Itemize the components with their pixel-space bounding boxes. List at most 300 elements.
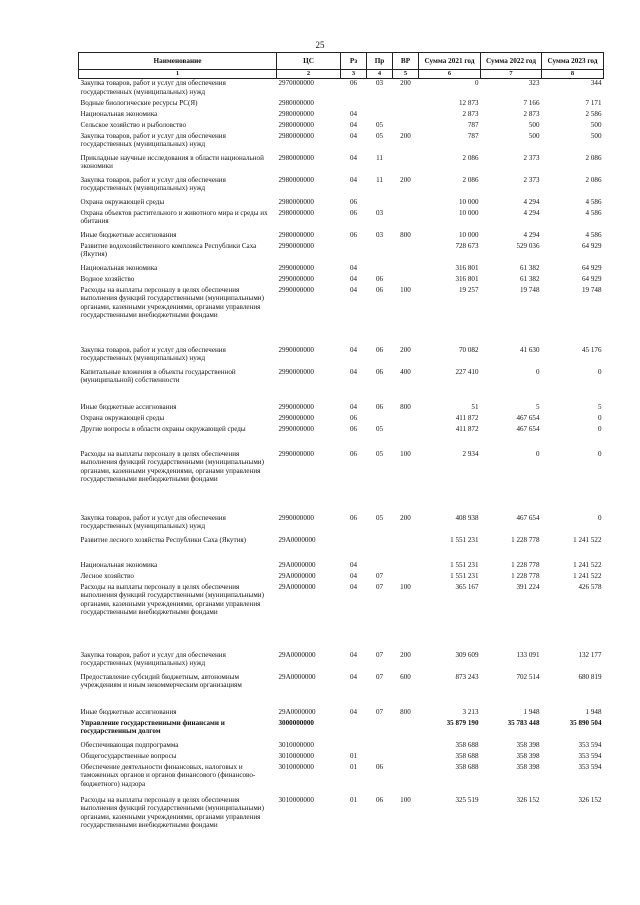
cell-cs: 2990000000 xyxy=(278,449,314,458)
table-row xyxy=(79,583,604,651)
cell-sum-2022: 467 654 xyxy=(516,513,540,522)
cell-name: Закупка товаров, работ и услуг для обеспечения государственных (муниципальных) нужд xyxy=(80,513,226,530)
cell-sum-2023: 500 xyxy=(590,131,602,140)
cell-pr: 05 xyxy=(375,424,384,433)
cell-pr: 07 xyxy=(375,707,384,716)
cell-name: Закупка товаров, работ и услуг для обеспечения государственных (муниципальных) нужд xyxy=(80,131,226,148)
cell-name: Расходы на выплаты персоналу в целях обеспечения выполнения функций государственными (муниципальными) органами, казенными учреждениями, органами управления государственными внебюджетными фондами xyxy=(80,285,264,319)
cell-sum-2023: 353 594 xyxy=(578,751,602,760)
table-row xyxy=(79,198,604,209)
cell-cs: 2990000000 xyxy=(278,263,314,272)
table-row xyxy=(79,572,604,583)
cell-cs: 3010000000 xyxy=(278,740,314,749)
cell-sum-2021: 3 213 xyxy=(462,707,479,716)
cell-pr: 06 xyxy=(375,367,384,376)
cell-sum-2022: 326 152 xyxy=(516,795,540,804)
cell-vr: 200 xyxy=(400,131,411,140)
cell-name: Расходы на выплаты персоналу в целях обеспечения выполнения функций государственными (муниципальными) органами, казенными учреждениями, органами управления государственными внебюджетными фондами xyxy=(80,449,264,483)
table-header xyxy=(79,53,604,79)
table-row xyxy=(79,741,604,752)
header-rz: Рз xyxy=(341,53,367,70)
cell-pr: 06 xyxy=(375,345,384,354)
cell-cs: 2980000000 xyxy=(278,230,314,239)
table-row xyxy=(79,414,604,425)
cell-sum-2022: 1 948 xyxy=(523,707,540,716)
cell-name: Закупка товаров, работ и услуг для обеспечения государственных (муниципальных) нужд xyxy=(80,175,226,192)
cell-name: Иные бюджетные ассигнования xyxy=(80,707,177,716)
column-number: 3 xyxy=(341,70,367,79)
cell-rz: 06 xyxy=(349,197,358,206)
cell-cs: 2990000000 xyxy=(278,367,314,376)
cell-vr xyxy=(393,425,419,450)
header-cs: ЦС xyxy=(277,53,341,70)
cell-cs: 2980000000 xyxy=(278,131,314,140)
header-vr: ВР xyxy=(393,53,419,70)
cell-sum-2021: 10 000 xyxy=(458,230,479,239)
header-pr: Пр xyxy=(367,53,393,70)
table-row xyxy=(79,450,604,514)
cell-sum-2022: 1 228 778 xyxy=(511,571,540,580)
cell-vr xyxy=(393,121,419,132)
table-body xyxy=(79,79,604,848)
cell-sum-2021: 35 879 190 xyxy=(446,718,479,727)
cell-rz: 04 xyxy=(349,274,358,283)
cell-rz: 04 xyxy=(349,345,358,354)
cell-vr: 600 xyxy=(400,672,411,681)
cell-pr xyxy=(367,99,393,110)
cell-rz xyxy=(341,99,367,110)
header-name: Наименование xyxy=(79,53,277,70)
cell-rz: 04 xyxy=(349,120,358,129)
cell-name: Закупка товаров, работ и услуг для обеспечения государственных (муниципальных) нужд xyxy=(80,79,226,96)
cell-name: Управление государственными финансами и государственным долгом xyxy=(80,718,225,735)
cell-rz: 06 xyxy=(349,413,358,422)
cell-sum-2022: 35 783 448 xyxy=(507,718,540,727)
cell-sum-2022: 61 382 xyxy=(519,274,540,283)
cell-sum-2021: 1 551 231 xyxy=(450,571,479,580)
cell-cs: 2990000000 xyxy=(278,513,314,522)
cell-sum-2023: 2 086 xyxy=(585,153,602,162)
cell-rz xyxy=(341,242,367,264)
cell-sum-2021: 19 257 xyxy=(458,285,479,294)
cell-cs: 2980000000 xyxy=(278,197,314,206)
cell-vr: 200 xyxy=(400,650,411,659)
cell-sum-2023: 500 xyxy=(590,120,602,129)
cell-name: Расходы на выплаты персоналу в целях обеспечения выполнения функций государственными (муниципальными) органами, казенными учреждениями, органами управления государственными внебюджетными фондами xyxy=(80,582,264,616)
cell-sum-2021: 408 938 xyxy=(455,513,479,522)
cell-name: Национальная экономика xyxy=(80,560,158,569)
cell-vr: 800 xyxy=(400,707,411,716)
cell-pr: 11 xyxy=(376,175,383,184)
cell-rz: 01 xyxy=(349,762,358,771)
cell-vr xyxy=(393,719,419,741)
cell-pr: 06 xyxy=(375,795,384,804)
cell-sum-2023: 1 948 xyxy=(585,707,602,716)
cell-cs: 2970000000 xyxy=(278,79,314,87)
cell-sum-2022: 500 xyxy=(528,131,540,140)
table-row xyxy=(79,719,604,741)
table-row xyxy=(79,99,604,110)
table-row xyxy=(79,752,604,763)
cell-name: Развитие водохозяйственного комплекса Республики Саха (Якутия) xyxy=(80,241,257,258)
cell-sum-2023: 4 586 xyxy=(585,230,602,239)
header-sum-2023: Сумма 2023 год xyxy=(542,53,604,70)
cell-rz: 01 xyxy=(349,751,358,760)
cell-cs: 2990000000 xyxy=(278,402,314,411)
table-row xyxy=(79,264,604,275)
cell-cs: 29А0000000 xyxy=(278,707,316,716)
table-row xyxy=(79,209,604,231)
cell-name: Лесное хозяйство xyxy=(80,571,134,580)
table-row xyxy=(79,286,604,346)
cell-sum-2023: 0 xyxy=(597,424,602,433)
cell-sum-2021: 0 xyxy=(474,79,479,87)
cell-sum-2021: 10 000 xyxy=(458,208,479,217)
cell-cs: 2990000000 xyxy=(278,285,314,294)
cell-sum-2023: 7 171 xyxy=(585,98,602,107)
cell-vr: 800 xyxy=(400,230,411,239)
cell-name: Общегосударственные вопросы xyxy=(80,751,177,760)
cell-sum-2021: 411 872 xyxy=(455,413,479,422)
cell-rz xyxy=(341,536,367,561)
cell-pr: 06 xyxy=(375,285,384,294)
cell-cs: 2980000000 xyxy=(278,208,314,217)
cell-sum-2022: 1 228 778 xyxy=(511,535,540,544)
cell-pr: 03 xyxy=(375,230,384,239)
cell-rz: 01 xyxy=(349,795,358,804)
table-row xyxy=(79,403,604,414)
cell-name: Охрана окружающей среды xyxy=(80,197,165,206)
cell-pr: 11 xyxy=(376,153,383,162)
cell-pr: 05 xyxy=(375,120,384,129)
cell-pr: 06 xyxy=(375,762,384,771)
cell-sum-2021: 873 243 xyxy=(455,672,479,681)
table-row xyxy=(79,110,604,121)
cell-sum-2021: 411 872 xyxy=(455,424,479,433)
cell-sum-2021: 70 082 xyxy=(458,345,479,354)
cell-pr: 03 xyxy=(375,208,384,217)
cell-pr xyxy=(367,414,393,425)
cell-vr: 100 xyxy=(400,795,411,804)
table-row xyxy=(79,275,604,286)
cell-sum-2023: 35 890 504 xyxy=(569,718,602,727)
cell-vr: 200 xyxy=(400,175,411,184)
cell-name: Национальная экономика xyxy=(80,109,158,118)
cell-sum-2022: 41 630 xyxy=(519,345,540,354)
cell-name: Закупка товаров, работ и услуг для обеспечения государственных (муниципальных) нужд xyxy=(80,345,226,362)
cell-sum-2023: 64 929 xyxy=(581,263,602,272)
cell-rz: 04 xyxy=(349,175,358,184)
cell-sum-2021: 2 086 xyxy=(462,175,479,184)
cell-cs: 2980000000 xyxy=(278,98,314,107)
cell-rz: 04 xyxy=(349,560,358,569)
cell-sum-2022: 391 224 xyxy=(516,582,540,591)
cell-sum-2021: 10 000 xyxy=(458,197,479,206)
cell-pr: 07 xyxy=(375,582,384,591)
cell-sum-2023: 0 xyxy=(597,367,602,376)
table-row xyxy=(79,121,604,132)
cell-vr xyxy=(393,110,419,121)
cell-rz: 06 xyxy=(349,513,358,522)
cell-sum-2022: 500 xyxy=(528,120,540,129)
cell-sum-2023: 353 594 xyxy=(578,740,602,749)
cell-vr xyxy=(393,99,419,110)
cell-sum-2023: 2 586 xyxy=(585,109,602,118)
column-number: 2 xyxy=(277,70,341,79)
cell-sum-2022: 19 748 xyxy=(519,285,540,294)
table-row xyxy=(79,708,604,719)
cell-sum-2022: 467 654 xyxy=(516,424,540,433)
table-row xyxy=(79,514,604,536)
cell-sum-2022: 702 514 xyxy=(516,672,540,681)
table-row xyxy=(79,176,604,198)
cell-name: Развитие лесного хозяйства Республики Саха (Якутия) xyxy=(80,535,247,544)
cell-name: Водные биологические ресурсы РС(Я) xyxy=(80,98,198,107)
cell-rz: 04 xyxy=(349,367,358,376)
cell-sum-2021: 1 551 231 xyxy=(450,560,479,569)
cell-vr xyxy=(393,763,419,796)
table-row xyxy=(79,561,604,572)
header-sum-2021: Сумма 2021 год xyxy=(419,53,481,70)
cell-vr xyxy=(393,154,419,176)
cell-rz: 06 xyxy=(349,79,358,87)
cell-sum-2021: 728 673 xyxy=(455,241,479,250)
cell-vr xyxy=(393,275,419,286)
cell-sum-2022: 4 294 xyxy=(523,197,540,206)
cell-name: Иные бюджетные ассигнования xyxy=(80,230,177,239)
column-number: 5 xyxy=(393,70,419,79)
cell-sum-2022: 5 xyxy=(535,402,540,411)
cell-cs: 3010000000 xyxy=(278,762,314,771)
cell-vr xyxy=(393,572,419,583)
cell-sum-2022: 467 654 xyxy=(516,413,540,422)
table-row xyxy=(79,536,604,561)
table-row xyxy=(79,154,604,176)
cell-cs: 2990000000 xyxy=(278,241,314,250)
cell-pr: 07 xyxy=(375,571,384,580)
cell-sum-2023: 0 xyxy=(597,513,602,522)
cell-rz: 04 xyxy=(349,285,358,294)
cell-vr xyxy=(393,209,419,231)
cell-sum-2023: 64 929 xyxy=(581,241,602,250)
cell-cs: 29А0000000 xyxy=(278,672,316,681)
cell-sum-2021: 2 934 xyxy=(462,449,479,458)
cell-pr xyxy=(367,719,393,741)
column-number: 4 xyxy=(367,70,393,79)
cell-vr xyxy=(393,264,419,275)
cell-sum-2021: 2 086 xyxy=(462,153,479,162)
cell-pr xyxy=(367,536,393,561)
table-row xyxy=(79,346,604,368)
cell-sum-2022: 358 398 xyxy=(516,762,540,771)
column-number: 8 xyxy=(542,70,604,79)
cell-sum-2022: 2 873 xyxy=(523,109,540,118)
cell-sum-2021: 316 801 xyxy=(455,263,479,272)
cell-rz: 06 xyxy=(349,424,358,433)
cell-vr: 200 xyxy=(400,345,411,354)
cell-name: Охрана объектов растительного и животного мира и среды их обитания xyxy=(80,208,268,225)
cell-pr xyxy=(367,242,393,264)
cell-cs: 29А0000000 xyxy=(278,560,316,569)
cell-cs: 2990000000 xyxy=(278,424,314,433)
cell-rz: 04 xyxy=(349,263,358,272)
cell-rz: 04 xyxy=(349,571,358,580)
cell-sum-2022: 529 036 xyxy=(516,241,540,250)
cell-pr: 06 xyxy=(375,274,384,283)
cell-cs: 2980000000 xyxy=(278,175,314,184)
cell-sum-2023: 0 xyxy=(597,413,602,422)
table-row xyxy=(79,79,604,99)
cell-sum-2021: 12 873 xyxy=(458,98,479,107)
cell-pr xyxy=(367,752,393,763)
table-row xyxy=(79,231,604,242)
cell-sum-2021: 51 xyxy=(471,402,479,411)
cell-name: Обеспечение деятельности финансовых, налоговых и таможенных органов и органов финансового (финансово-бюджетного) надзора xyxy=(80,762,256,788)
cell-vr: 200 xyxy=(400,79,411,87)
cell-name: Иные бюджетные ассигнования xyxy=(80,402,177,411)
cell-sum-2022: 0 xyxy=(535,367,540,376)
cell-pr: 07 xyxy=(375,650,384,659)
cell-rz xyxy=(341,719,367,741)
cell-vr: 800 xyxy=(400,402,411,411)
cell-pr: 07 xyxy=(375,672,384,681)
cell-rz: 04 xyxy=(349,153,358,162)
cell-sum-2023: 426 578 xyxy=(578,582,602,591)
table-row xyxy=(79,651,604,673)
cell-sum-2021: 358 688 xyxy=(455,740,479,749)
cell-sum-2023: 45 176 xyxy=(581,345,602,354)
cell-pr xyxy=(367,561,393,572)
table-row xyxy=(79,763,604,796)
cell-name: Национальная экономика xyxy=(80,263,158,272)
cell-sum-2022: 4 294 xyxy=(523,208,540,217)
cell-pr: 05 xyxy=(375,131,384,140)
cell-pr xyxy=(367,741,393,752)
cell-sum-2023: 0 xyxy=(597,449,602,458)
cell-cs: 2980000000 xyxy=(278,153,314,162)
column-number: 1 xyxy=(79,70,277,79)
cell-sum-2021: 365 167 xyxy=(455,582,479,591)
cell-rz: 04 xyxy=(349,109,358,118)
cell-sum-2022: 0 xyxy=(535,449,540,458)
cell-sum-2022: 7 166 xyxy=(523,98,540,107)
cell-vr xyxy=(393,561,419,572)
cell-cs: 29А0000000 xyxy=(278,571,316,580)
cell-vr: 100 xyxy=(400,582,411,591)
cell-name: Охрана окружающей среды xyxy=(80,413,165,422)
column-number-row xyxy=(79,70,604,79)
cell-sum-2023: 64 929 xyxy=(581,274,602,283)
cell-pr: 05 xyxy=(375,449,384,458)
cell-name: Предоставление субсидий бюджетным, автономным учреждениям и иным некоммерческим организациям xyxy=(80,672,242,689)
cell-pr xyxy=(367,264,393,275)
cell-vr xyxy=(393,242,419,264)
cell-pr: 06 xyxy=(375,402,384,411)
cell-sum-2023: 1 241 522 xyxy=(573,535,602,544)
cell-pr: 03 xyxy=(375,79,384,87)
cell-sum-2023: 4 586 xyxy=(585,197,602,206)
cell-vr: 200 xyxy=(400,513,411,522)
page-number: 25 xyxy=(315,40,325,50)
cell-sum-2022: 2 373 xyxy=(523,175,540,184)
cell-vr xyxy=(393,198,419,209)
cell-sum-2022: 358 398 xyxy=(516,740,540,749)
cell-sum-2022: 133 091 xyxy=(516,650,540,659)
cell-sum-2023: 1 241 522 xyxy=(573,560,602,569)
table-row xyxy=(79,796,604,848)
cell-sum-2023: 326 152 xyxy=(578,795,602,804)
cell-cs: 2980000000 xyxy=(278,109,314,118)
cell-name: Закупка товаров, работ и услуг для обеспечения государственных (муниципальных) нужд xyxy=(80,650,226,667)
cell-cs: 2990000000 xyxy=(278,413,314,422)
cell-sum-2021: 2 873 xyxy=(462,109,479,118)
cell-sum-2022: 1 228 778 xyxy=(511,560,540,569)
cell-sum-2021: 325 519 xyxy=(455,795,479,804)
cell-name: Другие вопросы в области охраны окружающей среды xyxy=(80,424,246,433)
cell-rz: 04 xyxy=(349,402,358,411)
cell-pr: 05 xyxy=(375,513,384,522)
cell-sum-2022: 2 373 xyxy=(523,153,540,162)
cell-sum-2021: 787 xyxy=(467,120,479,129)
cell-vr: 100 xyxy=(400,449,411,458)
cell-cs: 3000000000 xyxy=(278,718,314,727)
cell-vr: 400 xyxy=(400,367,411,376)
cell-sum-2022: 61 382 xyxy=(519,263,540,272)
header-sum-2022: Сумма 2022 год xyxy=(481,53,542,70)
cell-sum-2023: 680 819 xyxy=(578,672,602,681)
cell-cs: 29А0000000 xyxy=(278,650,316,659)
column-number: 6 xyxy=(419,70,481,79)
table-row xyxy=(79,242,604,264)
cell-name: Капитальные вложения в объекты государственной (муниципальной) собственности xyxy=(80,367,236,384)
cell-sum-2021: 358 688 xyxy=(455,751,479,760)
cell-rz: 04 xyxy=(349,650,358,659)
cell-name: Обеспечивающая подпрограмма xyxy=(80,740,179,749)
cell-name: Прикладные научные исследования в области национальной экономики xyxy=(80,153,264,170)
cell-rz xyxy=(341,741,367,752)
table-row xyxy=(79,368,604,403)
cell-rz: 04 xyxy=(349,131,358,140)
cell-rz: 06 xyxy=(349,208,358,217)
budget-table xyxy=(78,52,604,848)
cell-pr xyxy=(367,198,393,209)
cell-sum-2023: 1 241 522 xyxy=(573,571,602,580)
cell-rz: 04 xyxy=(349,707,358,716)
cell-sum-2021: 787 xyxy=(467,131,479,140)
cell-name: Расходы на выплаты персоналу в целях обеспечения выполнения функций государственными (муниципальными) органами, казенными учреждениями, органами управления государственными внебюджетными фондами xyxy=(80,795,264,829)
table-row xyxy=(79,673,604,708)
cell-sum-2022: 358 398 xyxy=(516,751,540,760)
cell-sum-2023: 19 748 xyxy=(581,285,602,294)
cell-cs: 3010000000 xyxy=(278,751,314,760)
cell-name: Сельское хозяйство и рыболовство xyxy=(80,120,187,129)
cell-cs: 2990000000 xyxy=(278,345,314,354)
table-row xyxy=(79,425,604,450)
cell-sum-2022: 4 294 xyxy=(523,230,540,239)
cell-vr xyxy=(393,741,419,752)
cell-vr xyxy=(393,414,419,425)
cell-sum-2021: 358 688 xyxy=(455,762,479,771)
cell-cs: 2990000000 xyxy=(278,274,314,283)
cell-sum-2023: 344 xyxy=(590,79,602,87)
column-number: 7 xyxy=(481,70,542,79)
cell-vr xyxy=(393,536,419,561)
cell-sum-2021: 1 551 231 xyxy=(450,535,479,544)
cell-sum-2021: 316 801 xyxy=(455,274,479,283)
cell-sum-2023: 353 594 xyxy=(578,762,602,771)
cell-sum-2021: 309 609 xyxy=(455,650,479,659)
cell-vr xyxy=(393,752,419,763)
